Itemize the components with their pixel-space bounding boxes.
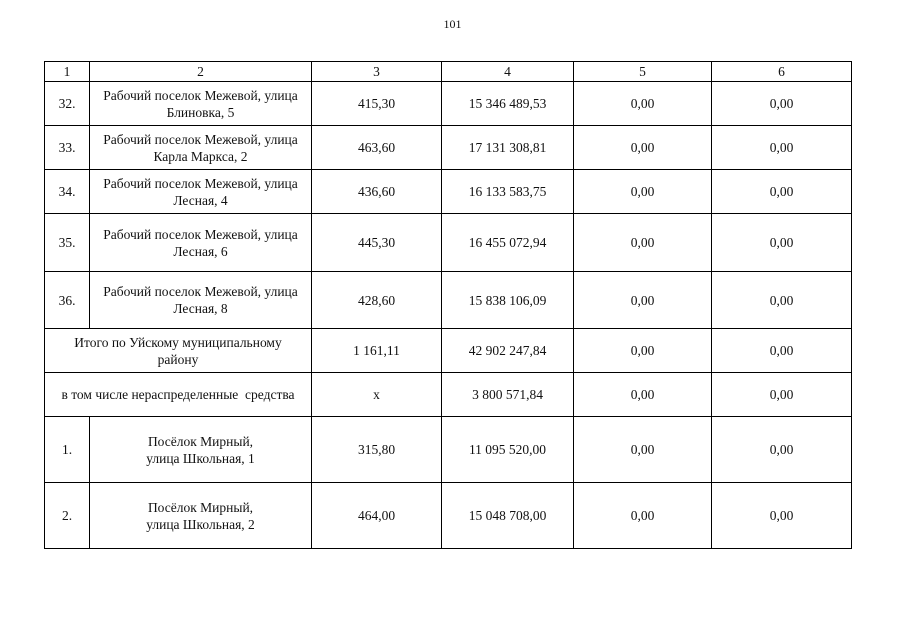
- row-col-3: 428,60: [312, 272, 442, 329]
- row-col-5: 0,00: [574, 170, 712, 214]
- total-col-6: 0,00: [712, 329, 852, 373]
- row-number: 33.: [45, 126, 90, 170]
- header-col-6: 6: [712, 62, 852, 82]
- row-col-6: 0,00: [712, 126, 852, 170]
- row-address: [90, 82, 312, 126]
- row-col-3: 445,30: [312, 214, 442, 272]
- address-line-1: Посёлок Мирный,: [147, 433, 254, 449]
- row-number: 36.: [45, 272, 90, 329]
- row-col-4: 16 133 583,75: [442, 170, 574, 214]
- header-col-5: 5: [574, 62, 712, 82]
- row-col-6: 0,00: [712, 82, 852, 126]
- row-col-3: 463,60: [312, 126, 442, 170]
- row-col-6: 0,00: [712, 483, 852, 549]
- row-number: 1.: [45, 417, 90, 483]
- row-col-6: 0,00: [712, 417, 852, 483]
- row-col-4: 11 095 520,00: [442, 417, 574, 483]
- table-header-row: [45, 62, 852, 82]
- page-number: 101: [443, 17, 462, 31]
- row-col-4: 15 838 106,09: [442, 272, 574, 329]
- row-col-6: 0,00: [712, 272, 852, 329]
- row-col-3: 464,00: [312, 483, 442, 549]
- header-col-3: 3: [312, 62, 442, 82]
- unallocated-col-3: х: [312, 373, 442, 417]
- row-col-5: 0,00: [574, 214, 712, 272]
- total-col-4: 42 902 247,84: [442, 329, 574, 373]
- header-col-4: 4: [442, 62, 574, 82]
- address-line-1: Рабочий поселок Межевой, улица: [103, 175, 298, 191]
- total-col-5: 0,00: [574, 329, 712, 373]
- total-label-line-1: Итого по Уйскому муниципальному: [74, 334, 282, 350]
- row-number: 35.: [45, 214, 90, 272]
- total-label-line-2: району: [157, 351, 199, 367]
- row-col-5: 0,00: [574, 126, 712, 170]
- unallocated-label: в том числе нераспределенные средства: [45, 373, 312, 417]
- address-line-1: Посёлок Мирный,: [147, 499, 254, 515]
- row-col-4: 16 455 072,94: [442, 214, 574, 272]
- table-row: [45, 126, 852, 170]
- row-col-5: 0,00: [574, 483, 712, 549]
- table-row: [45, 272, 852, 329]
- row-address: [90, 170, 312, 214]
- address-line-2: Лесная, 6: [173, 243, 228, 259]
- row-col-5: 0,00: [574, 417, 712, 483]
- address-line-1: Рабочий поселок Межевой, улица: [103, 87, 298, 103]
- unallocated-row: [45, 373, 852, 417]
- unallocated-col-4: 3 800 571,84: [442, 373, 574, 417]
- total-row: [45, 329, 852, 373]
- row-number: 2.: [45, 483, 90, 549]
- table-row: [45, 170, 852, 214]
- total-label: [45, 329, 312, 373]
- address-line-2: Лесная, 4: [173, 192, 228, 208]
- row-col-3: 436,60: [312, 170, 442, 214]
- row-col-3: 315,80: [312, 417, 442, 483]
- row-address: [90, 417, 312, 483]
- table-row: [45, 82, 852, 126]
- row-address: [90, 483, 312, 549]
- row-col-4: 17 131 308,81: [442, 126, 574, 170]
- row-col-6: 0,00: [712, 170, 852, 214]
- row-number: 34.: [45, 170, 90, 214]
- row-col-6: 0,00: [712, 214, 852, 272]
- total-col-3: 1 161,11: [312, 329, 442, 373]
- row-col-4: 15 048 708,00: [442, 483, 574, 549]
- row-col-5: 0,00: [574, 272, 712, 329]
- address-line-1: Рабочий поселок Межевой, улица: [103, 226, 298, 242]
- row-col-3: 415,30: [312, 82, 442, 126]
- address-line-1: Рабочий поселок Межевой, улица: [103, 131, 298, 147]
- table-row: [45, 214, 852, 272]
- row-col-5: 0,00: [574, 82, 712, 126]
- table-row: [45, 483, 852, 549]
- address-line-2: Карла Маркса, 2: [153, 148, 248, 164]
- header-col-1: 1: [45, 62, 90, 82]
- row-address: [90, 272, 312, 329]
- address-line-2: улица Школьная, 2: [146, 516, 255, 532]
- row-address: [90, 214, 312, 272]
- address-line-2: Лесная, 8: [173, 301, 228, 316]
- address-line-2: улица Школьная, 1: [146, 450, 255, 466]
- row-col-4: 15 346 489,53: [442, 82, 574, 126]
- table-row: [45, 417, 852, 483]
- row-address: [90, 126, 312, 170]
- header-col-2: 2: [90, 62, 312, 82]
- unallocated-col-6: 0,00: [712, 373, 852, 417]
- address-line-1: Рабочий поселок Межевой, улица: [103, 284, 298, 299]
- row-number: 32.: [45, 82, 90, 126]
- address-line-2: Блиновка, 5: [166, 104, 235, 120]
- unallocated-col-5: 0,00: [574, 373, 712, 417]
- data-table: [44, 61, 852, 549]
